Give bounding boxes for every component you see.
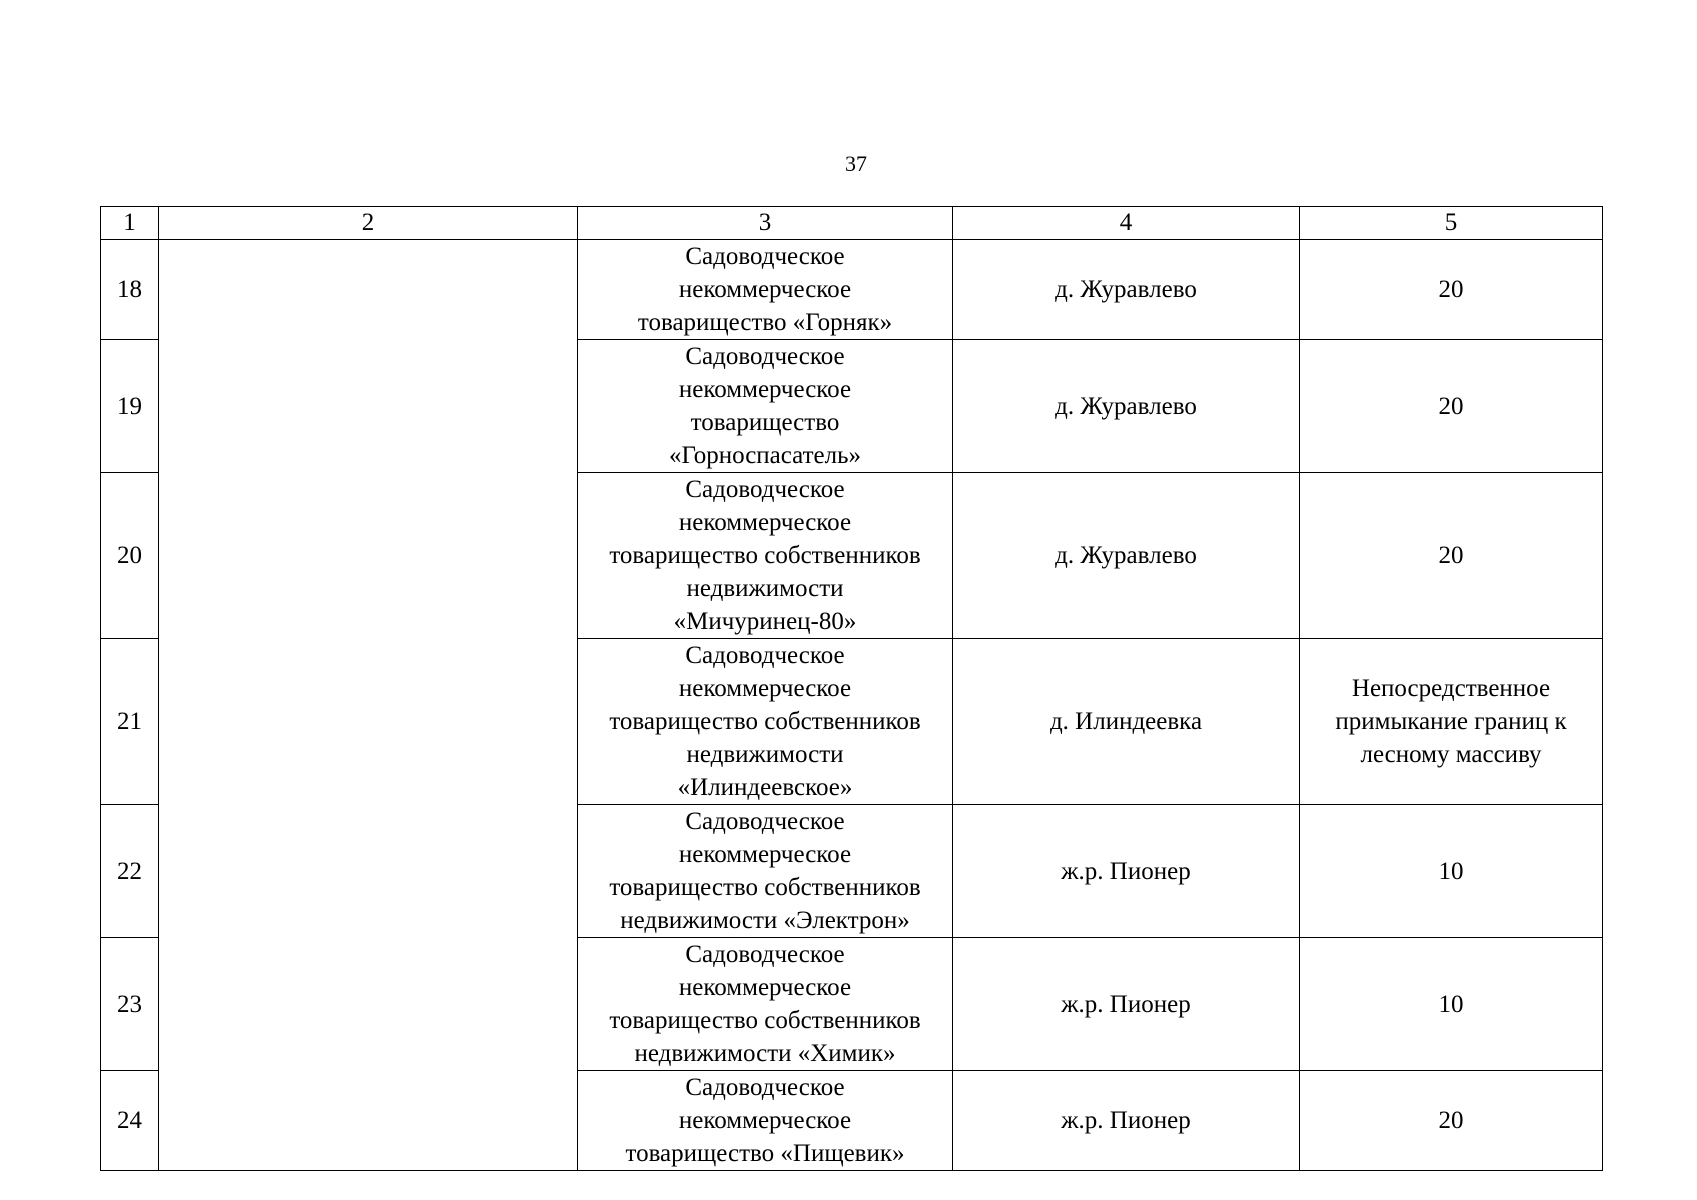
distance-cell	[1300, 240, 1603, 340]
row-number-cell: 23	[101, 938, 159, 1071]
organization-name-line: «Горноспасатель»	[668, 442, 862, 469]
organization-name-line: товарищество собственников	[609, 542, 921, 569]
column-header-4: 4	[953, 207, 1300, 240]
organization-name-line: товарищество собственников	[609, 874, 921, 901]
distance-line: 10	[1438, 857, 1464, 885]
page-number: 37	[845, 151, 867, 176]
organization-name-cell	[578, 473, 953, 639]
organization-name-line: некоммерческое	[678, 841, 852, 868]
locality-cell: ж.р. Пионер	[953, 1071, 1300, 1171]
table-header-row	[101, 207, 1603, 240]
locality-cell: д. Журавлево	[953, 473, 1300, 639]
organization-name-line: товарищество «Пищевик»	[625, 1140, 905, 1167]
organization-name-cell	[578, 938, 953, 1071]
distance-line: 20	[1438, 542, 1464, 569]
locality-cell: д. Журавлево	[953, 240, 1300, 340]
organization-name-line: некоммерческое	[678, 675, 852, 702]
organization-name-line: товарищество собственников	[609, 708, 921, 735]
column-header-3: 3	[578, 207, 953, 240]
distance-line: 20	[1438, 392, 1464, 420]
row-number-cell: 24	[101, 1071, 159, 1171]
locality-cell: ж.р. Пионер	[953, 805, 1300, 938]
organization-name-line: некоммерческое	[678, 376, 852, 403]
merged-column-2-cell	[159, 240, 578, 1171]
row-number-cell: 21	[101, 639, 159, 805]
distance-cell	[1300, 938, 1603, 1071]
distance-cell	[1300, 473, 1603, 639]
organization-name-line: Садоводческое	[685, 1074, 845, 1101]
distance-line: Непосредственное	[1351, 675, 1551, 702]
organization-name-line: Садоводческое	[685, 343, 845, 370]
distance-cell	[1300, 1071, 1603, 1171]
row-number-cell: 20	[101, 473, 159, 639]
organization-name-line: товарищество собственников	[609, 1007, 921, 1034]
distance-cell	[1300, 639, 1603, 805]
row-number-cell: 22	[101, 805, 159, 938]
row-number-cell: 18	[101, 240, 159, 340]
distance-line: 20	[1438, 276, 1464, 303]
column-header-5: 5	[1300, 207, 1603, 240]
organization-name-line: недвижимости «Электрон»	[620, 907, 910, 934]
organization-name-line: товарищество	[690, 409, 840, 436]
organization-name-line: Садоводческое	[685, 642, 845, 669]
document-table	[100, 206, 1603, 1171]
organization-name-line: «Мичуринец-80»	[673, 608, 857, 635]
distance-cell	[1300, 805, 1603, 938]
column-header-2: 2	[159, 207, 578, 240]
organization-name-line: некоммерческое	[678, 509, 852, 536]
organization-name-cell	[578, 1071, 953, 1171]
distance-line: лесному массиву	[1360, 741, 1542, 768]
organization-name-line: недвижимости	[686, 575, 844, 602]
organization-name-line: Садоводческое	[685, 808, 845, 835]
organization-name-line: недвижимости	[686, 741, 844, 768]
organization-name-line: Садоводческое	[685, 476, 845, 503]
organization-name-line: товарищество «Горняк»	[637, 309, 893, 336]
organization-name-line: Садоводческое	[685, 941, 845, 968]
organization-name-cell	[578, 340, 953, 473]
distance-line: 10	[1438, 990, 1464, 1018]
distance-line: примыкание границ к	[1335, 708, 1567, 735]
organization-name-line: некоммерческое	[678, 1107, 852, 1134]
locality-cell: д. Илиндеевка	[953, 639, 1300, 805]
column-header-1: 1	[101, 207, 159, 240]
table-row	[101, 240, 1603, 340]
organization-name-cell	[578, 240, 953, 340]
organization-name-cell	[578, 805, 953, 938]
row-number-cell: 19	[101, 340, 159, 473]
organization-name-line: «Илиндеевское»	[677, 774, 853, 801]
organization-name-cell	[578, 639, 953, 805]
distance-line: 20	[1438, 1107, 1464, 1134]
organization-name-line: недвижимости «Химик»	[634, 1040, 896, 1067]
organization-name-line: некоммерческое	[678, 276, 852, 303]
distance-cell	[1300, 340, 1603, 473]
locality-cell: д. Журавлево	[953, 340, 1300, 473]
locality-cell: ж.р. Пионер	[953, 938, 1300, 1071]
organization-name-line: некоммерческое	[678, 974, 852, 1001]
organization-name-line: Садоводческое	[685, 243, 845, 270]
